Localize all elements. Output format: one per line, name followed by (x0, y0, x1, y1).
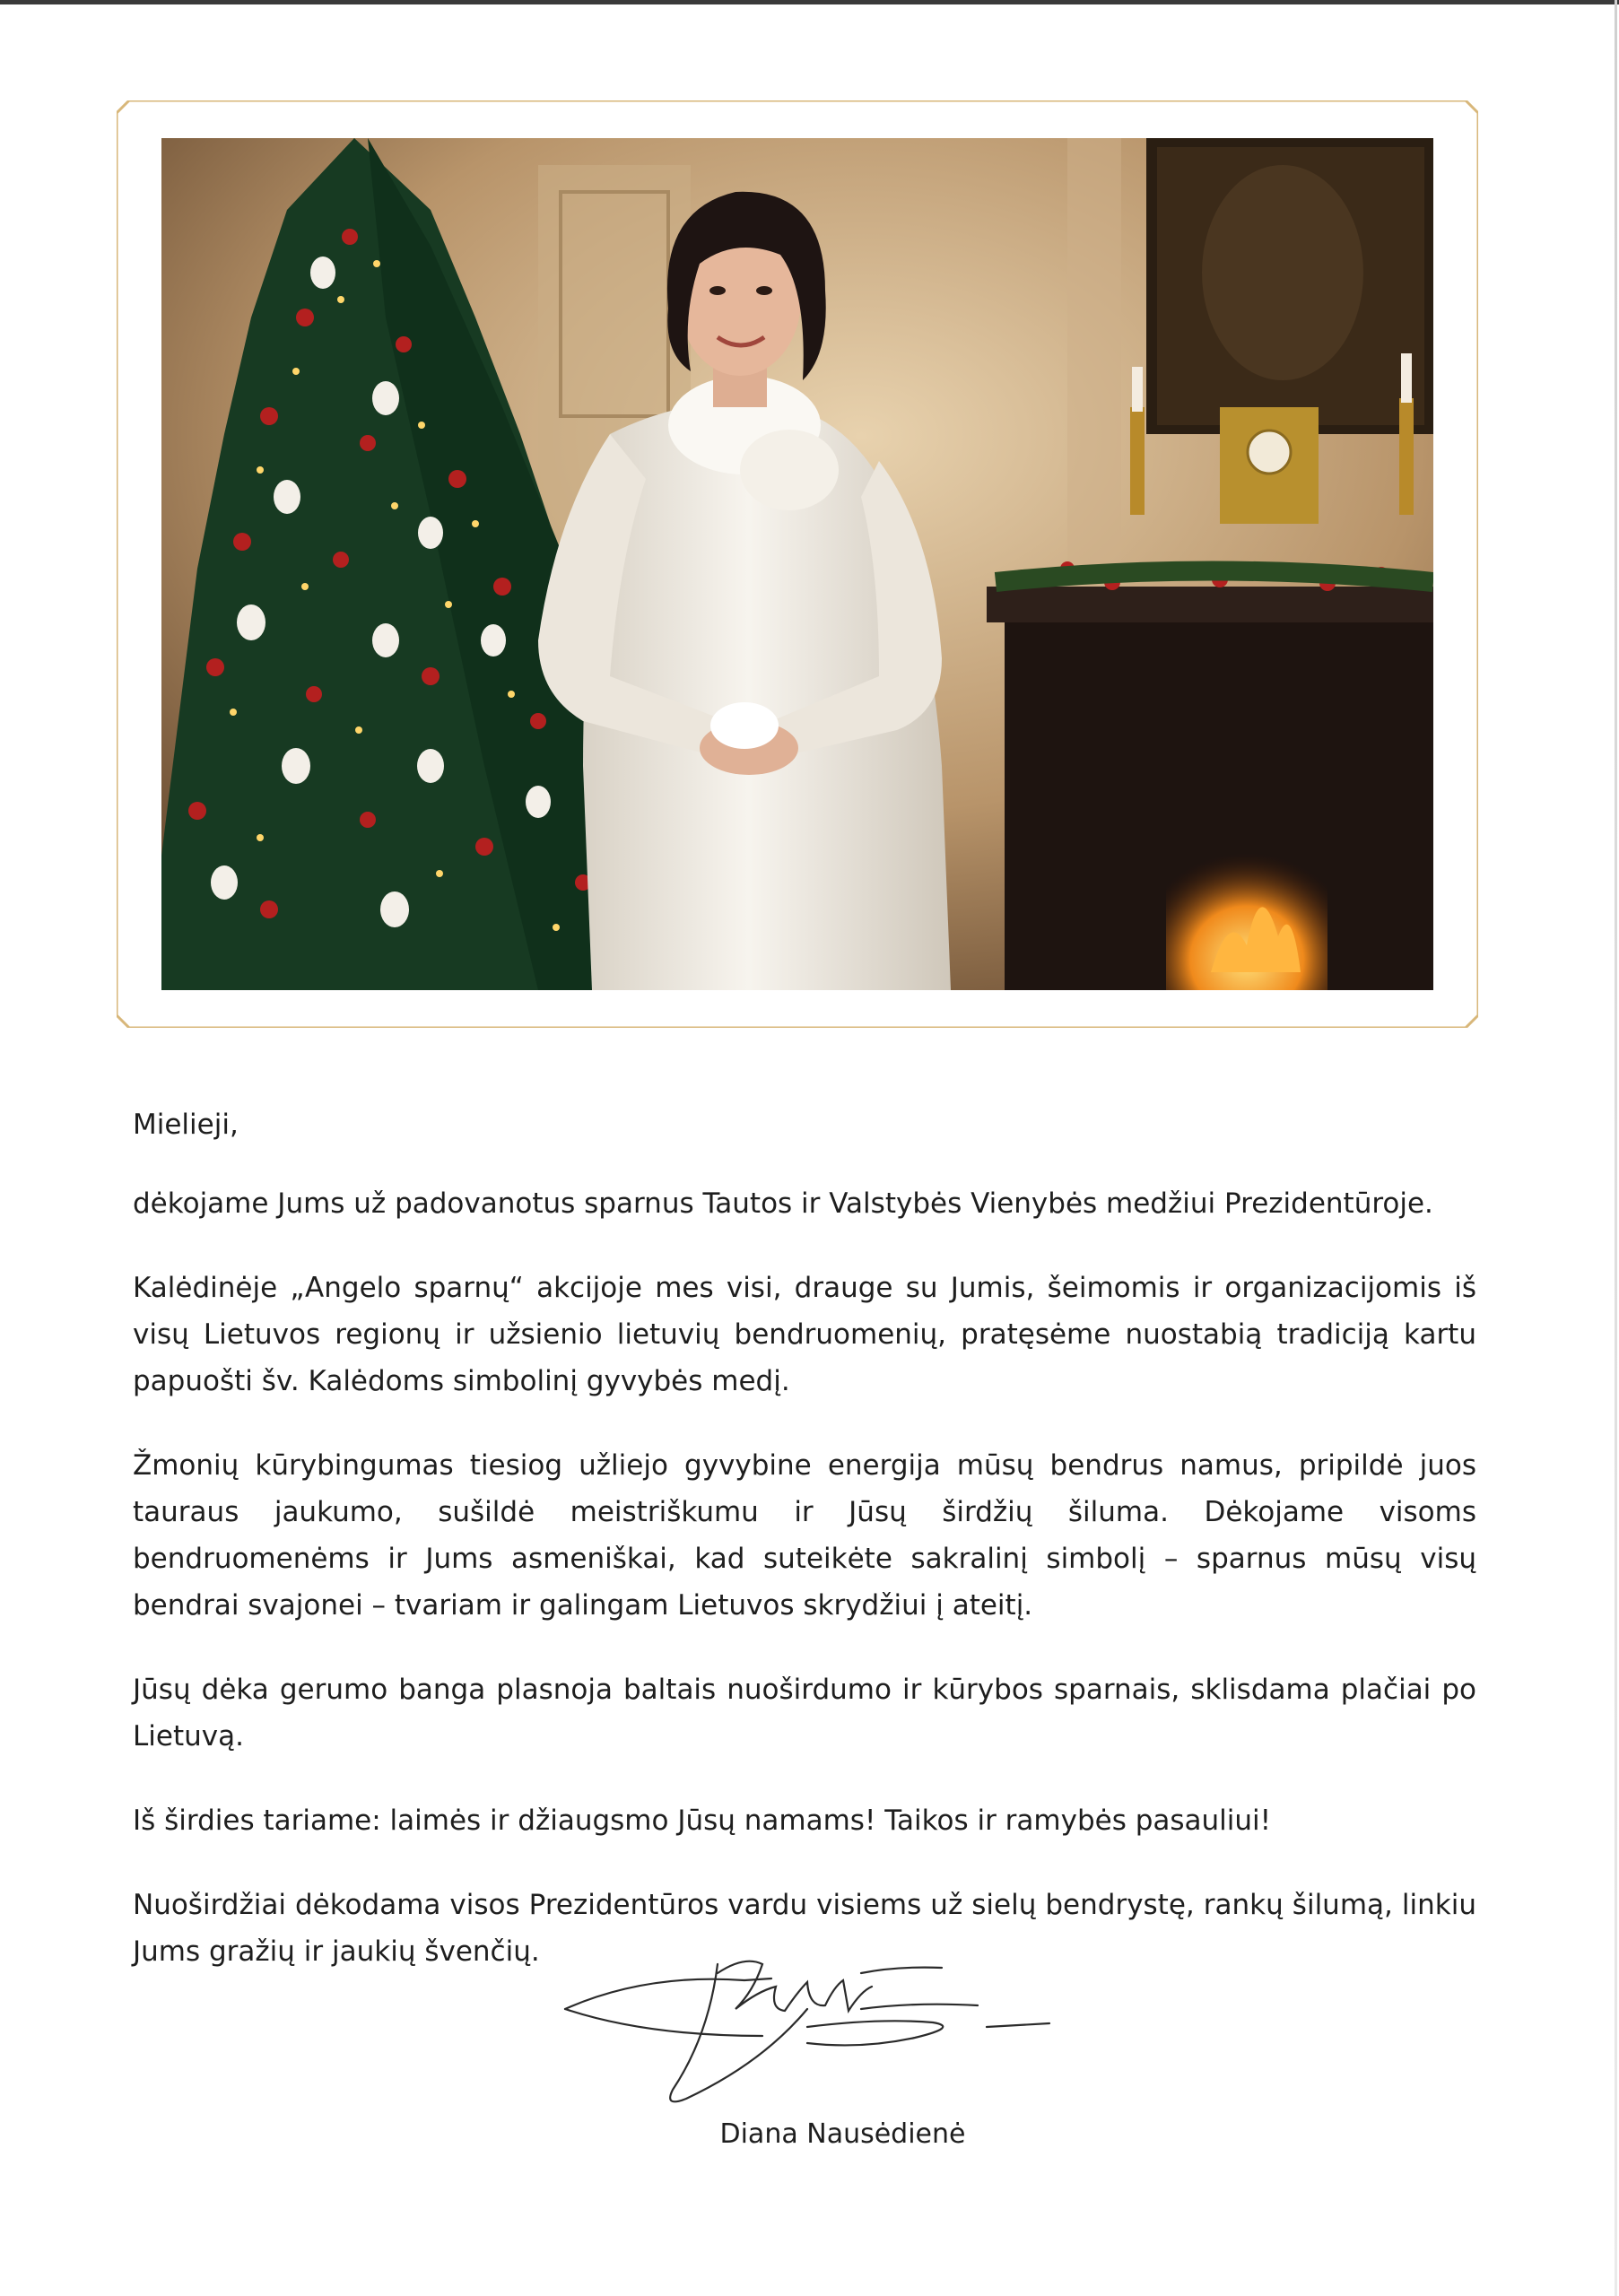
paragraph: Iš širdies tariame: laimės ir džiaugsmo Jūsų namams! Taikos ir ramybės pasauliui! (133, 1805, 1272, 1837)
paragraph: Jūsų dėka gerumo banga plasnoja baltais nuoširdumo ir kūrybos sparnais, sklisdama plačiai po Lietuvą. (133, 1674, 1476, 1752)
signer-name: Diana Nausėdienė (719, 2118, 966, 2150)
handwritten-signature (538, 1937, 1076, 2117)
paragraph: Nuoširdžiai dėkodama visos Prezidentūros vardu visiems už sielų bendrystę, rankų šilumą, linkiu Jums gražių ir jaukių švenčių. (133, 1889, 1476, 1968)
paragraph: Kalėdinėje „Angelo sparnų“ akcijoje mes visi, drauge su Jumis, šeimomis ir organizacijomis iš visų Lietuvos regionų ir užsienio lietuvių bendruomenių, pratęsėme nuostabią tradiciją kartu papuošti šv. Kalėdoms simbolinį gyvybės medį. (133, 1272, 1476, 1397)
scan-right-edge (1615, 0, 1617, 2296)
letter-body (133, 1101, 1476, 2013)
paragraph: dėkojame Jums už padovanotus sparnus Tautos ir Valstybės Vienybės medžiui Prezidentūroje. (133, 1187, 1433, 1220)
paragraph: Žmonių kūrybingumas tiesiog užliejo gyvybine energija mūsų bendrus namus, pripildė juos tauraus jaukumo, sušildė meistriškumu ir Jūsų širdžių šiluma. Dėkojame visoms bendruomenėms ir Jums asmeniškai, kad suteikėte sakralinį simbolį – sparnus mūsų visų bendrai svajonei – tvariam ir galingam Lietuvos skrydžiui į ateitį. (133, 1449, 1476, 1622)
photo-frame (117, 100, 1478, 1028)
christmas-portrait-photo (161, 138, 1433, 990)
salutation: Mielieji, (133, 1109, 239, 1141)
scan-top-edge (0, 0, 1619, 4)
